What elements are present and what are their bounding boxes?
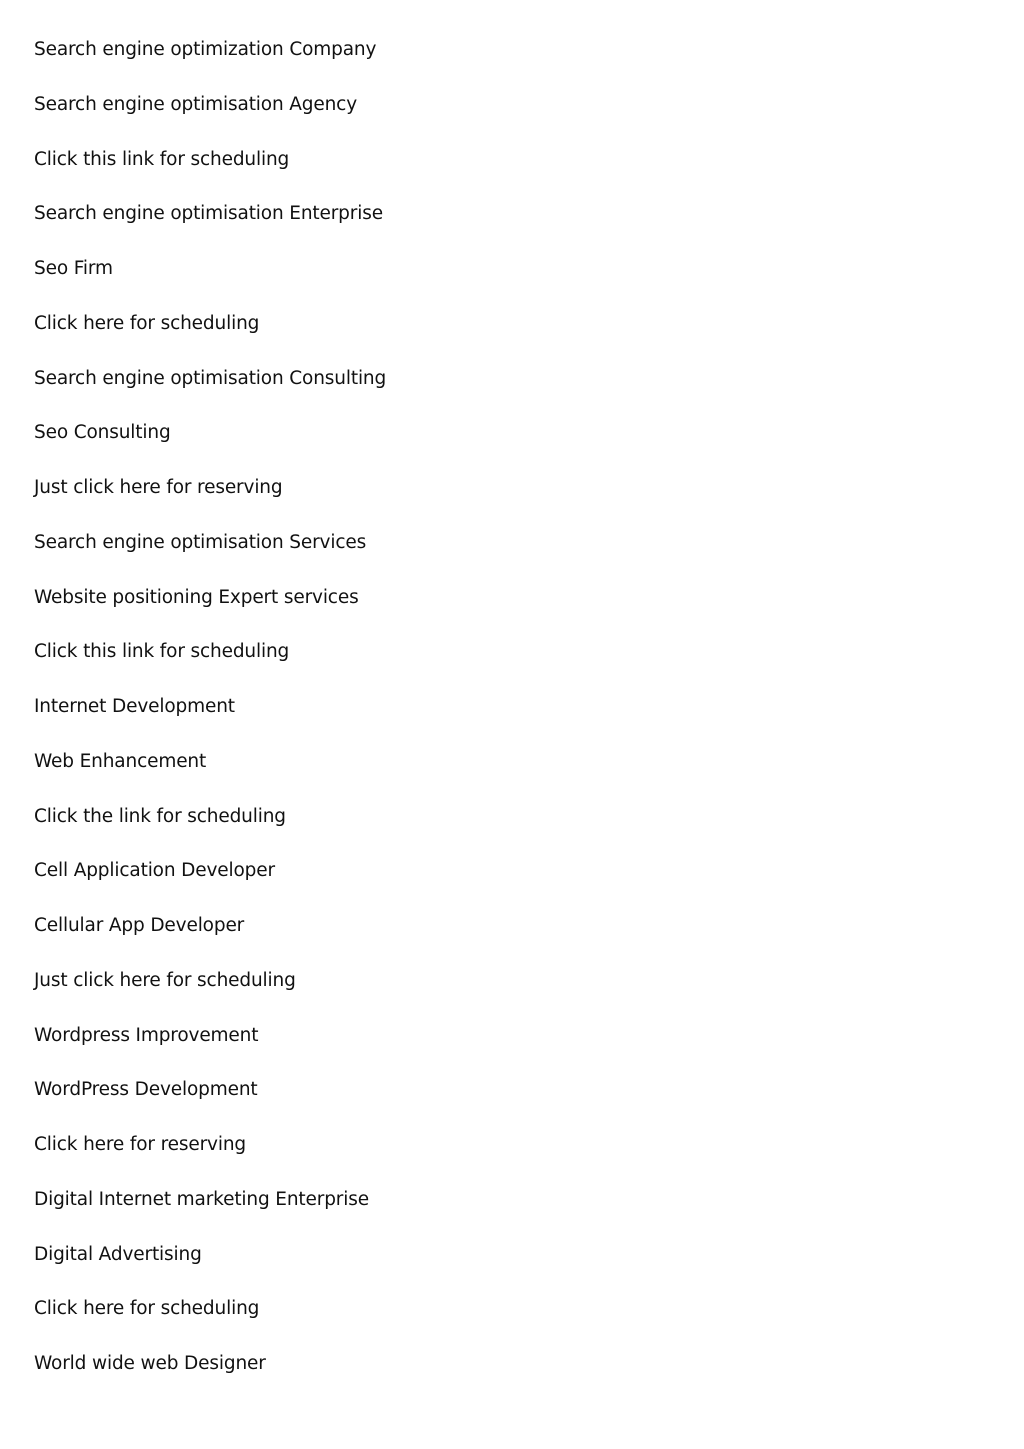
link-list	[34, 36, 386, 1405]
list-link[interactable]: Search engine optimization Company	[34, 39, 377, 60]
list-link[interactable]: Seo Firm	[34, 258, 113, 279]
list-item	[34, 310, 386, 365]
list-link[interactable]: Search engine optimisation Enterprise	[34, 203, 383, 225]
list-link[interactable]: Search engine optimisation Agency	[34, 93, 358, 115]
list-link[interactable]: Website positioning Expert services	[34, 586, 359, 608]
list-item	[34, 1241, 386, 1296]
list-link[interactable]: Click here for scheduling	[34, 1298, 260, 1320]
list-link[interactable]: Cellular App Developer	[34, 915, 245, 936]
list-link[interactable]: Digital Advertising	[34, 1243, 202, 1265]
list-item	[34, 419, 386, 474]
list-link[interactable]: Click the link for scheduling	[34, 805, 286, 827]
list-item	[34, 365, 386, 420]
list-link[interactable]: Just click here for reserving	[34, 477, 283, 498]
list-link[interactable]: Click here for scheduling	[34, 312, 260, 334]
list-item	[34, 584, 386, 639]
list-item	[34, 748, 386, 803]
list-link[interactable]: Click this link for scheduling	[34, 641, 290, 663]
list-link[interactable]: Wordpress Improvement	[34, 1024, 259, 1046]
list-item	[34, 967, 386, 1022]
list-item	[34, 529, 386, 584]
list-item	[34, 1076, 386, 1131]
list-link[interactable]: Just click here for scheduling	[34, 969, 296, 991]
list-item	[34, 803, 386, 858]
list-item	[34, 1350, 386, 1405]
list-item	[34, 36, 386, 91]
list-item	[34, 1131, 386, 1186]
list-item	[34, 1022, 386, 1077]
list-item	[34, 912, 386, 967]
list-item	[34, 200, 386, 255]
list-item	[34, 1186, 386, 1241]
list-link[interactable]: WordPress Development	[34, 1079, 258, 1101]
list-link[interactable]: Search engine optimisation Consulting	[34, 367, 387, 389]
list-item	[34, 91, 386, 146]
list-item	[34, 255, 386, 310]
list-link[interactable]: Click here for reserving	[34, 1134, 247, 1155]
list-item	[34, 857, 386, 912]
list-item	[34, 474, 386, 529]
list-item	[34, 1295, 386, 1350]
list-item	[34, 638, 386, 693]
list-link[interactable]: Click this link for scheduling	[34, 148, 290, 170]
list-link[interactable]: Cell Application Developer	[34, 860, 275, 882]
list-link[interactable]: Web Enhancement	[34, 750, 207, 772]
list-link[interactable]: Digital Internet marketing Enterprise	[34, 1188, 369, 1210]
list-item	[34, 693, 386, 748]
list-link[interactable]: World wide web Designer	[34, 1353, 266, 1374]
list-link[interactable]: Search engine optimisation Services	[34, 531, 367, 553]
list-link[interactable]: Internet Development	[34, 696, 235, 717]
list-link[interactable]: Seo Consulting	[34, 422, 171, 444]
list-item	[34, 146, 386, 201]
